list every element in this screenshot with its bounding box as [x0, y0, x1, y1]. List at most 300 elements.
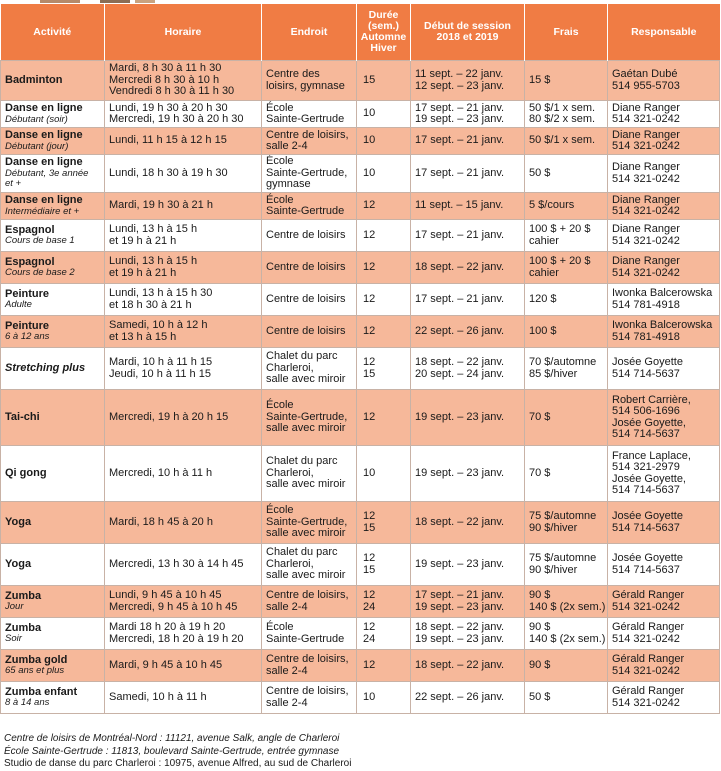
cell-debut-session-line: 19 sept. – 23 janv. [415, 600, 505, 613]
activity-subtitle: Débutant (jour) [5, 140, 69, 152]
cell-endroit-line: Sainte-Gertrude, [266, 515, 348, 528]
cell-responsable-line: Diane Ranger [612, 128, 680, 141]
cell-endroit-line: Chalet du parc [266, 350, 338, 363]
cell-responsable-line: Josée Goyette [612, 552, 683, 564]
cell-debut-session [411, 193, 525, 220]
cell-horaire-line: Mardi, 19 h 30 à 21 h [109, 199, 213, 212]
cell-responsable-line: Robert Carrière, [612, 393, 691, 406]
cell-endroit-line: salle avec miroir [266, 569, 346, 582]
cell-debut-session-line: 17 sept. – 21 janv. [415, 166, 505, 179]
cell-frais-line: 100 $ + 20 $ [529, 223, 591, 235]
cell-responsable-line: Gérald Ranger [612, 653, 685, 665]
cell-debut-session-line: 17 sept. – 21 janv. [415, 101, 505, 114]
table-row [1, 586, 720, 618]
activity-name: Peinture [5, 319, 50, 332]
cell-endroit-line: École [266, 193, 294, 206]
cell-activite [1, 284, 105, 316]
cell-activite [1, 348, 105, 390]
cell-responsable [608, 155, 720, 193]
cell-debut-session [411, 284, 525, 316]
cell-frais-line: 90 $ [529, 658, 551, 671]
cell-frais-line: 70 $/automne [529, 356, 597, 368]
header-debut-session: Début de session 2018 et 2019 [411, 4, 525, 61]
cell-endroit-line: Charleroi, [266, 466, 314, 479]
cell-responsable-line: Josée Goyette, [612, 472, 686, 485]
cell-responsable [608, 348, 720, 390]
cell-responsable-line: 514 714-5637 [612, 428, 680, 440]
activities-table [0, 4, 720, 714]
cell-frais [525, 502, 608, 544]
cell-activite [1, 502, 105, 544]
cell-frais-line: 70 $ [529, 410, 551, 423]
activity-name: Yoga [5, 557, 32, 570]
cell-horaire-line: Lundi, 9 h 45 à 10 h 45 [109, 589, 222, 601]
cell-debut-session [411, 544, 525, 586]
cell-responsable-line: Iwonka Balcerowska [612, 319, 713, 331]
cell-responsable [608, 316, 720, 348]
activity-subtitle: 65 ans et plus [5, 665, 65, 676]
cell-endroit [262, 502, 357, 544]
activity-name: Stretching plus [5, 361, 86, 374]
cell-duree-line: 24 [363, 632, 376, 645]
cell-endroit [262, 61, 357, 101]
table-row [1, 193, 720, 220]
cell-endroit-line: Centre de loisirs, [266, 685, 349, 697]
cell-frais-line: 90 $ [529, 621, 551, 633]
cell-frais [525, 586, 608, 618]
cell-duree-line: 12 [363, 199, 376, 212]
cell-horaire-line: Mercredi, 10 h à 11 h [109, 466, 213, 479]
cell-debut-session-line: 18 sept. – 22 janv. [415, 356, 505, 368]
activity-subtitle: Intermédiaire et + [5, 205, 80, 217]
table-row [1, 348, 720, 390]
table-row [1, 650, 720, 682]
cell-responsable-line: France Laplace, [612, 449, 691, 462]
activity-name: Yoga [5, 515, 32, 528]
cell-horaire-line: et 13 h à 15 h [109, 330, 177, 343]
cell-frais-line: 140 $ (2x sem.) [529, 600, 606, 613]
activity-name: Espagnol [5, 223, 55, 236]
cell-endroit-line: Centre de loisirs, [266, 128, 349, 141]
cell-horaire [105, 155, 262, 193]
table-row [1, 316, 720, 348]
cell-debut-session [411, 316, 525, 348]
table-row [1, 682, 720, 714]
cell-responsable [608, 220, 720, 252]
cell-endroit-line: Charleroi, [266, 557, 314, 570]
cell-endroit-line: Centre de loisirs [266, 292, 346, 305]
cell-duree [357, 544, 411, 586]
cell-debut-session [411, 586, 525, 618]
cell-endroit [262, 252, 357, 284]
cell-endroit [262, 316, 357, 348]
cell-responsable-line: Iwonka Balcerowska [612, 287, 713, 299]
table-row [1, 502, 720, 544]
cell-debut-session-line: 18 sept. – 22 janv. [415, 621, 505, 633]
cell-endroit-line: École [266, 101, 294, 114]
cell-endroit-line: Sainte-Gertrude [266, 205, 345, 217]
cell-duree-line: 10 [363, 107, 376, 120]
table-row [1, 446, 720, 502]
cell-duree-line: 24 [363, 600, 376, 613]
cell-debut-session-line: 11 sept. – 15 janv. [415, 199, 504, 212]
cell-endroit-line: Centre de loisirs [266, 228, 346, 241]
cell-horaire-line: et 19 h à 21 h [109, 234, 177, 247]
header-horaire: Horaire [105, 4, 262, 61]
cell-responsable-line: 514 781-4918 [612, 298, 680, 311]
cell-responsable [608, 101, 720, 128]
cell-responsable-line: 514 321-0242 [612, 632, 680, 645]
cell-duree-line: 10 [363, 134, 376, 147]
cell-debut-session-line: 22 sept. – 26 janv. [415, 324, 505, 337]
cell-endroit [262, 348, 357, 390]
table-row [1, 61, 720, 101]
cell-endroit-line: École [266, 399, 294, 412]
cell-responsable-line: Gérald Ranger [612, 685, 685, 697]
cell-debut-session-line: 18 sept. – 22 janv. [415, 260, 505, 273]
cell-frais [525, 650, 608, 682]
activity-name: Badminton [5, 73, 63, 86]
cell-responsable-line: 514 321-0242 [612, 696, 680, 709]
cell-duree [357, 502, 411, 544]
cell-horaire-line: Mardi, 9 h 45 à 10 h 45 [109, 658, 223, 671]
cell-duree [357, 348, 411, 390]
cell-duree-line: 12 [363, 228, 376, 241]
cell-debut-session [411, 682, 525, 714]
note-centre-loisirs: Centre de loisirs de Montréal-Nord : 11121, avenue Salk, angle de Charleroi [4, 733, 340, 744]
activity-name: Tai-chi [5, 410, 40, 423]
cell-duree [357, 650, 411, 682]
cell-responsable-line: 514 781-4918 [612, 330, 680, 343]
cell-activite [1, 61, 105, 101]
cell-horaire-line: Lundi, 19 h 30 à 20 h 30 [109, 101, 228, 114]
cell-responsable [608, 446, 720, 502]
cell-debut-session-line: 19 sept. – 23 janv. [415, 632, 505, 645]
cell-responsable-line: Josée Goyette [612, 356, 683, 368]
cell-frais-line: 50 $/1 x sem. [529, 134, 596, 147]
table-row [1, 101, 720, 128]
cell-duree-line: 12 [363, 356, 376, 368]
table-body [1, 61, 720, 714]
cell-frais-line: 100 $ [529, 324, 557, 337]
cell-responsable-line: 514 714-5637 [612, 563, 680, 576]
cell-responsable-line: Gaétan Dubé [612, 68, 678, 80]
cell-debut-session-line: 11 sept. – 22 janv. [415, 68, 504, 80]
cell-horaire-line: Mardi, 8 h 30 à 11 h 30 [109, 62, 222, 75]
cell-horaire-line: Vendredi 8 h 30 à 11 h 30 [109, 85, 235, 98]
cell-frais-line: 70 $ [529, 466, 551, 479]
cell-responsable-line: Gérald Ranger [612, 621, 685, 633]
cell-endroit-line: gymnase [266, 178, 311, 191]
cell-debut-session-line: 19 sept. – 23 janv. [415, 466, 505, 479]
cell-horaire-line: Lundi, 11 h 15 à 12 h 15 [109, 134, 227, 147]
cell-frais [525, 544, 608, 586]
cell-frais-line: 100 $ + 20 $ [529, 255, 591, 267]
cell-frais-line: cahier [529, 266, 559, 279]
cell-responsable-line: Diane Ranger [612, 255, 680, 267]
cell-endroit [262, 650, 357, 682]
cell-frais [525, 61, 608, 101]
cell-duree-line: 12 [363, 410, 376, 423]
cell-endroit [262, 618, 357, 650]
cell-responsable-line: 514 321-0242 [612, 172, 680, 185]
cell-horaire [105, 220, 262, 252]
activity-name: Qi gong [5, 466, 47, 479]
cell-frais-line: 15 $ [529, 73, 551, 86]
cell-endroit [262, 220, 357, 252]
cell-activite [1, 390, 105, 446]
cell-frais [525, 316, 608, 348]
cell-horaire [105, 502, 262, 544]
cell-activite [1, 155, 105, 193]
cell-duree-line: 12 [363, 260, 376, 273]
cell-endroit-line: Centre des [266, 68, 320, 80]
cell-activite [1, 193, 105, 220]
cell-horaire [105, 682, 262, 714]
cell-debut-session-line: 12 sept. – 23 janv. [415, 79, 505, 92]
cell-duree-line: 12 [363, 658, 376, 671]
cell-duree-line: 15 [363, 73, 376, 86]
cell-horaire-line: Lundi, 13 h à 15 h [109, 255, 198, 267]
cell-duree [357, 128, 411, 155]
cell-debut-session-line: 18 sept. – 22 janv. [415, 658, 505, 671]
cell-frais-line: 80 $/2 x sem. [529, 113, 596, 125]
cell-frais-line: 90 $ [529, 589, 551, 601]
cell-frais [525, 220, 608, 252]
activity-subtitle-2: et + [5, 178, 22, 190]
cell-endroit [262, 544, 357, 586]
header-duree: Durée (sem.) Automne Hiver [357, 4, 411, 61]
cell-duree [357, 220, 411, 252]
cell-frais-line: 75 $/automne [529, 510, 597, 522]
cell-duree-line: 12 [363, 292, 376, 305]
cell-debut-session [411, 155, 525, 193]
cell-endroit-line: Chalet du parc [266, 546, 338, 559]
cell-activite [1, 682, 105, 714]
header-frais: Frais [525, 4, 608, 61]
cell-duree-line: 12 [363, 552, 376, 564]
cell-frais-line: 140 $ (2x sem.) [529, 632, 606, 645]
cell-endroit-line: salle avec miroir [266, 373, 346, 386]
activity-name: Danse en ligne [5, 102, 83, 114]
cell-horaire [105, 101, 262, 128]
cell-duree [357, 101, 411, 128]
cell-activite [1, 101, 105, 128]
cell-activite [1, 586, 105, 618]
cell-responsable-line: Gérald Ranger [612, 589, 685, 601]
note-studio-charleroi: Studio de danse du parc Charleroi : 10975, avenue Alfred, au sud de Charleroi [4, 758, 352, 769]
cell-horaire-line: Mercredi, 13 h 30 à 14 h 45 [109, 557, 244, 570]
cell-duree [357, 61, 411, 101]
cell-responsable-line: 514 714-5637 [612, 521, 680, 534]
cell-responsable [608, 61, 720, 101]
cell-endroit-line: Sainte-Gertrude [266, 632, 345, 645]
cell-debut-session [411, 220, 525, 252]
header-activite: Activité [1, 4, 105, 61]
cell-responsable-line: 514 321-0242 [612, 664, 680, 677]
cell-endroit [262, 155, 357, 193]
cell-responsable-line: Josée Goyette [612, 510, 683, 522]
cell-responsable-line: 514 506-1696 [612, 405, 680, 417]
activity-subtitle: Soir [5, 633, 22, 644]
cell-debut-session [411, 61, 525, 101]
cell-endroit [262, 682, 357, 714]
cell-endroit-line: Charleroi, [266, 361, 314, 374]
cell-activite [1, 128, 105, 155]
cell-horaire [105, 446, 262, 502]
activity-name: Danse en ligne [5, 156, 83, 169]
cell-duree [357, 193, 411, 220]
cell-horaire [105, 544, 262, 586]
cell-horaire [105, 650, 262, 682]
activity-subtitle: 6 à 12 ans [5, 331, 50, 342]
cell-endroit-line: loisirs, gymnase [266, 79, 345, 92]
table-row [1, 155, 720, 193]
cell-frais [525, 128, 608, 155]
cell-horaire-line: Lundi, 18 h 30 à 19 h 30 [109, 166, 228, 179]
cell-horaire-line: Samedi, 10 h à 12 h [109, 319, 208, 331]
cell-frais-line: 50 $ [529, 166, 551, 179]
cell-endroit-line: Centre de loisirs [266, 260, 346, 273]
cell-endroit [262, 193, 357, 220]
activity-subtitle: Débutant, 3e année [5, 167, 89, 179]
table-header-row [1, 4, 720, 61]
cell-horaire-line: et 18 h 30 à 21 h [109, 298, 192, 311]
activity-subtitle: Cours de base 2 [5, 267, 75, 278]
cell-frais [525, 155, 608, 193]
cell-debut-session-line: 17 sept. – 21 janv. [415, 589, 505, 601]
cell-endroit-line: École [266, 155, 294, 168]
cell-debut-session [411, 128, 525, 155]
cell-activite [1, 618, 105, 650]
cell-horaire-line: Lundi, 13 h à 15 h 30 [109, 287, 213, 299]
cell-activite [1, 252, 105, 284]
cell-horaire [105, 618, 262, 650]
cell-horaire [105, 316, 262, 348]
cell-horaire [105, 348, 262, 390]
cell-endroit [262, 586, 357, 618]
cell-debut-session-line: 19 sept. – 23 janv. [415, 557, 505, 570]
cell-debut-session-line: 20 sept. – 24 janv. [415, 367, 505, 380]
cell-endroit [262, 390, 357, 446]
cell-duree-line: 10 [363, 166, 376, 179]
activity-name: Zumba gold [5, 653, 68, 666]
cell-activite [1, 544, 105, 586]
cell-responsable [608, 586, 720, 618]
cell-horaire [105, 193, 262, 220]
cell-responsable-line: 514 321-0242 [612, 266, 680, 279]
cell-responsable [608, 682, 720, 714]
cell-responsable [608, 128, 720, 155]
cell-horaire-line: Mardi, 10 h à 11 h 15 [109, 356, 213, 368]
cell-debut-session [411, 390, 525, 446]
cell-duree-line: 12 [363, 510, 376, 522]
table-row [1, 390, 720, 446]
header-responsable: Responsable [608, 4, 720, 61]
cell-frais-line: 120 $ [529, 292, 557, 305]
cell-frais-line: 75 $/automne [529, 552, 597, 564]
cell-frais-line: 5 $/cours [529, 199, 575, 212]
cell-frais [525, 348, 608, 390]
cell-endroit-line: salle avec miroir [266, 422, 346, 435]
cell-debut-session-line: 19 sept. – 23 janv. [415, 410, 505, 423]
cell-debut-session [411, 650, 525, 682]
activity-name: Danse en ligne [5, 194, 83, 206]
activity-name: Peinture [5, 287, 50, 300]
cell-frais [525, 101, 608, 128]
cell-endroit-line: salle 2-4 [266, 140, 308, 152]
cell-duree [357, 682, 411, 714]
cell-horaire [105, 61, 262, 101]
cell-activite [1, 446, 105, 502]
cell-responsable [608, 544, 720, 586]
cell-debut-session-line: 18 sept. – 22 janv. [415, 515, 505, 528]
table-row [1, 128, 720, 155]
cell-endroit-line: Sainte-Gertrude [266, 113, 345, 125]
table-row [1, 220, 720, 252]
activity-subtitle: Cours de base 1 [5, 235, 75, 246]
cell-frais-line: 85 $/hiver [529, 367, 578, 380]
cell-debut-session [411, 618, 525, 650]
cell-horaire [105, 128, 262, 155]
cell-endroit-line: salle 2-4 [266, 664, 308, 677]
cell-responsable-line: 514 714-5637 [612, 484, 680, 496]
cell-endroit-line: Centre de loisirs, [266, 653, 349, 665]
cell-horaire-line: Jeudi, 10 h à 11 h 15 [109, 367, 211, 380]
cell-frais-line: cahier [529, 234, 559, 247]
cell-duree [357, 252, 411, 284]
cell-frais [525, 252, 608, 284]
activity-name: Zumba [5, 621, 42, 634]
cell-duree-line: 12 [363, 621, 376, 633]
cell-frais [525, 193, 608, 220]
table-row [1, 252, 720, 284]
cell-duree-line: 10 [363, 690, 376, 703]
cell-endroit-line: salle 2-4 [266, 600, 308, 613]
cell-duree-line: 12 [363, 324, 376, 337]
cell-responsable [608, 284, 720, 316]
cell-responsable-line: 514 321-0242 [612, 600, 680, 613]
cell-duree [357, 446, 411, 502]
cell-horaire-line: Mercredi, 9 h 45 à 10 h 45 [109, 600, 238, 613]
cell-duree-line: 15 [363, 367, 376, 380]
cell-endroit-line: salle avec miroir [266, 478, 346, 491]
cell-endroit-line: salle 2-4 [266, 696, 308, 709]
activity-name: Zumba [5, 589, 42, 602]
table-row [1, 544, 720, 586]
cell-debut-session [411, 252, 525, 284]
activity-name: Danse en ligne [5, 129, 83, 141]
cell-responsable [608, 390, 720, 446]
cell-debut-session [411, 348, 525, 390]
cell-responsable-line: 514 714-5637 [612, 367, 680, 380]
cell-horaire-line: Mardi, 18 h 45 à 20 h [109, 515, 213, 528]
cell-endroit-line: Sainte-Gertrude, [266, 166, 348, 179]
cell-responsable [608, 193, 720, 220]
activity-subtitle: Jour [5, 601, 24, 612]
cell-debut-session-line: 17 sept. – 21 janv. [415, 134, 505, 147]
cell-debut-session-line: 22 sept. – 26 janv. [415, 690, 505, 703]
table-row [1, 284, 720, 316]
cell-debut-session-line: 17 sept. – 21 janv. [415, 292, 505, 305]
cell-responsable-line: Diane Ranger [612, 223, 680, 235]
cell-responsable-line: Diane Ranger [612, 101, 680, 114]
cell-endroit-line: École [266, 621, 294, 633]
cell-frais [525, 284, 608, 316]
cell-duree [357, 618, 411, 650]
table-row [1, 618, 720, 650]
cell-responsable [608, 650, 720, 682]
